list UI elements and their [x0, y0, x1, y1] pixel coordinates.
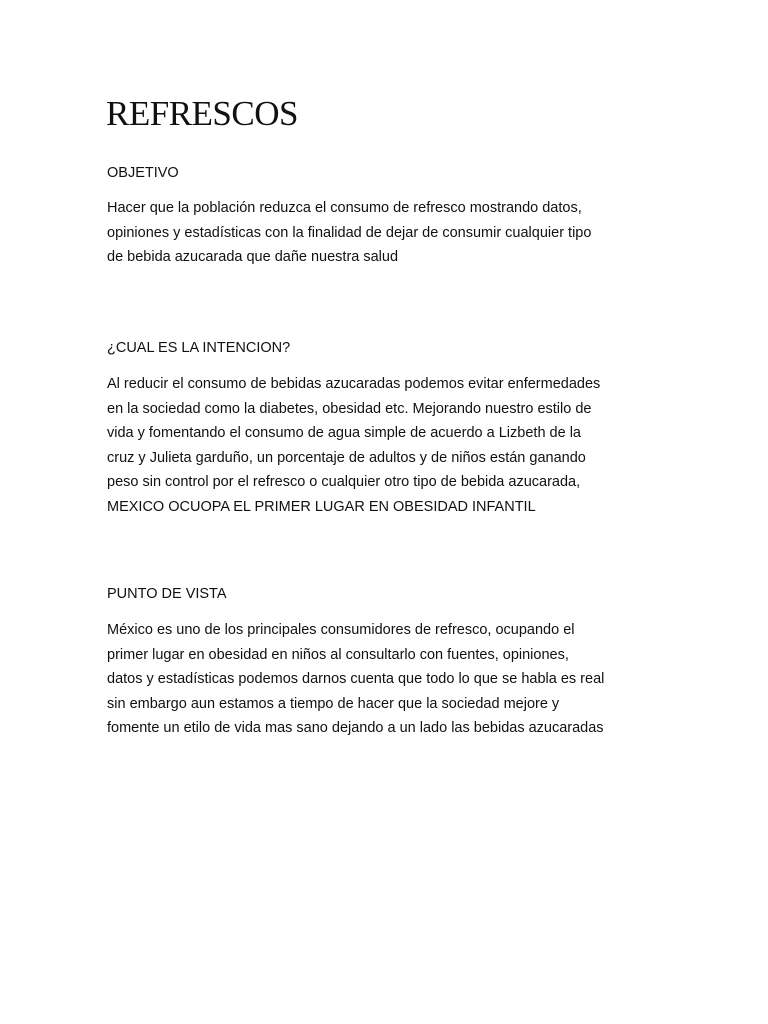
section-paragraph — [107, 618, 667, 741]
section-paragraph — [107, 196, 667, 270]
paragraph-line: vida y fomentando el consumo de agua simple de acuerdo a Lizbeth de la — [107, 425, 581, 441]
paragraph-line: primer lugar en obesidad en niños al consultarlo con fuentes, opiniones, — [107, 646, 569, 663]
section-heading: OBJETIVO — [107, 165, 179, 181]
paragraph-line: peso sin control por el refresco o cualquier otro tipo de bebida azucarada, — [107, 474, 581, 490]
section-punto-de-vista — [107, 585, 667, 741]
paragraph-line: Hacer que la población reduzca el consumo de refresco mostrando datos, — [107, 200, 582, 216]
section-paragraph — [107, 372, 667, 519]
document-title: REFRESCOS — [106, 94, 298, 133]
paragraph-line: cruz y Julieta garduño, un porcentaje de adultos y de niños están ganando — [107, 449, 586, 466]
paragraph-line: México es uno de los principales consumidores de refresco, ocupando el — [107, 622, 575, 638]
paragraph-line: datos y estadísticas podemos darnos cuenta que todo lo que se habla es real — [107, 671, 605, 687]
paragraph-line: en la sociedad como la diabetes, obesidad etc. Mejorando nuestro estilo de — [107, 400, 592, 417]
paragraph-line: de bebida azucarada que dañe nuestra salud — [107, 249, 399, 265]
paragraph-line: MEXICO OCUOPA EL PRIMER LUGAR EN OBESIDAD INFANTIL — [107, 498, 536, 515]
paragraph-line: sin embargo aun estamos a tiempo de hacer que la sociedad mejore y — [107, 695, 560, 712]
section-heading: PUNTO DE VISTA — [107, 586, 227, 602]
section-objetivo — [107, 164, 667, 270]
section-intencion — [107, 339, 667, 519]
paragraph-line: fomente un etilo de vida mas sano dejando a un lado las bebidas azucaradas — [107, 720, 604, 736]
paragraph-line: Al reducir el consumo de bebidas azucaradas podemos evitar enfermedades — [107, 376, 601, 392]
section-heading: ¿CUAL ES LA INTENCION? — [107, 340, 291, 356]
paragraph-line: opiniones y estadísticas con la finalidad de dejar de consumir cualquier tipo — [107, 224, 592, 241]
